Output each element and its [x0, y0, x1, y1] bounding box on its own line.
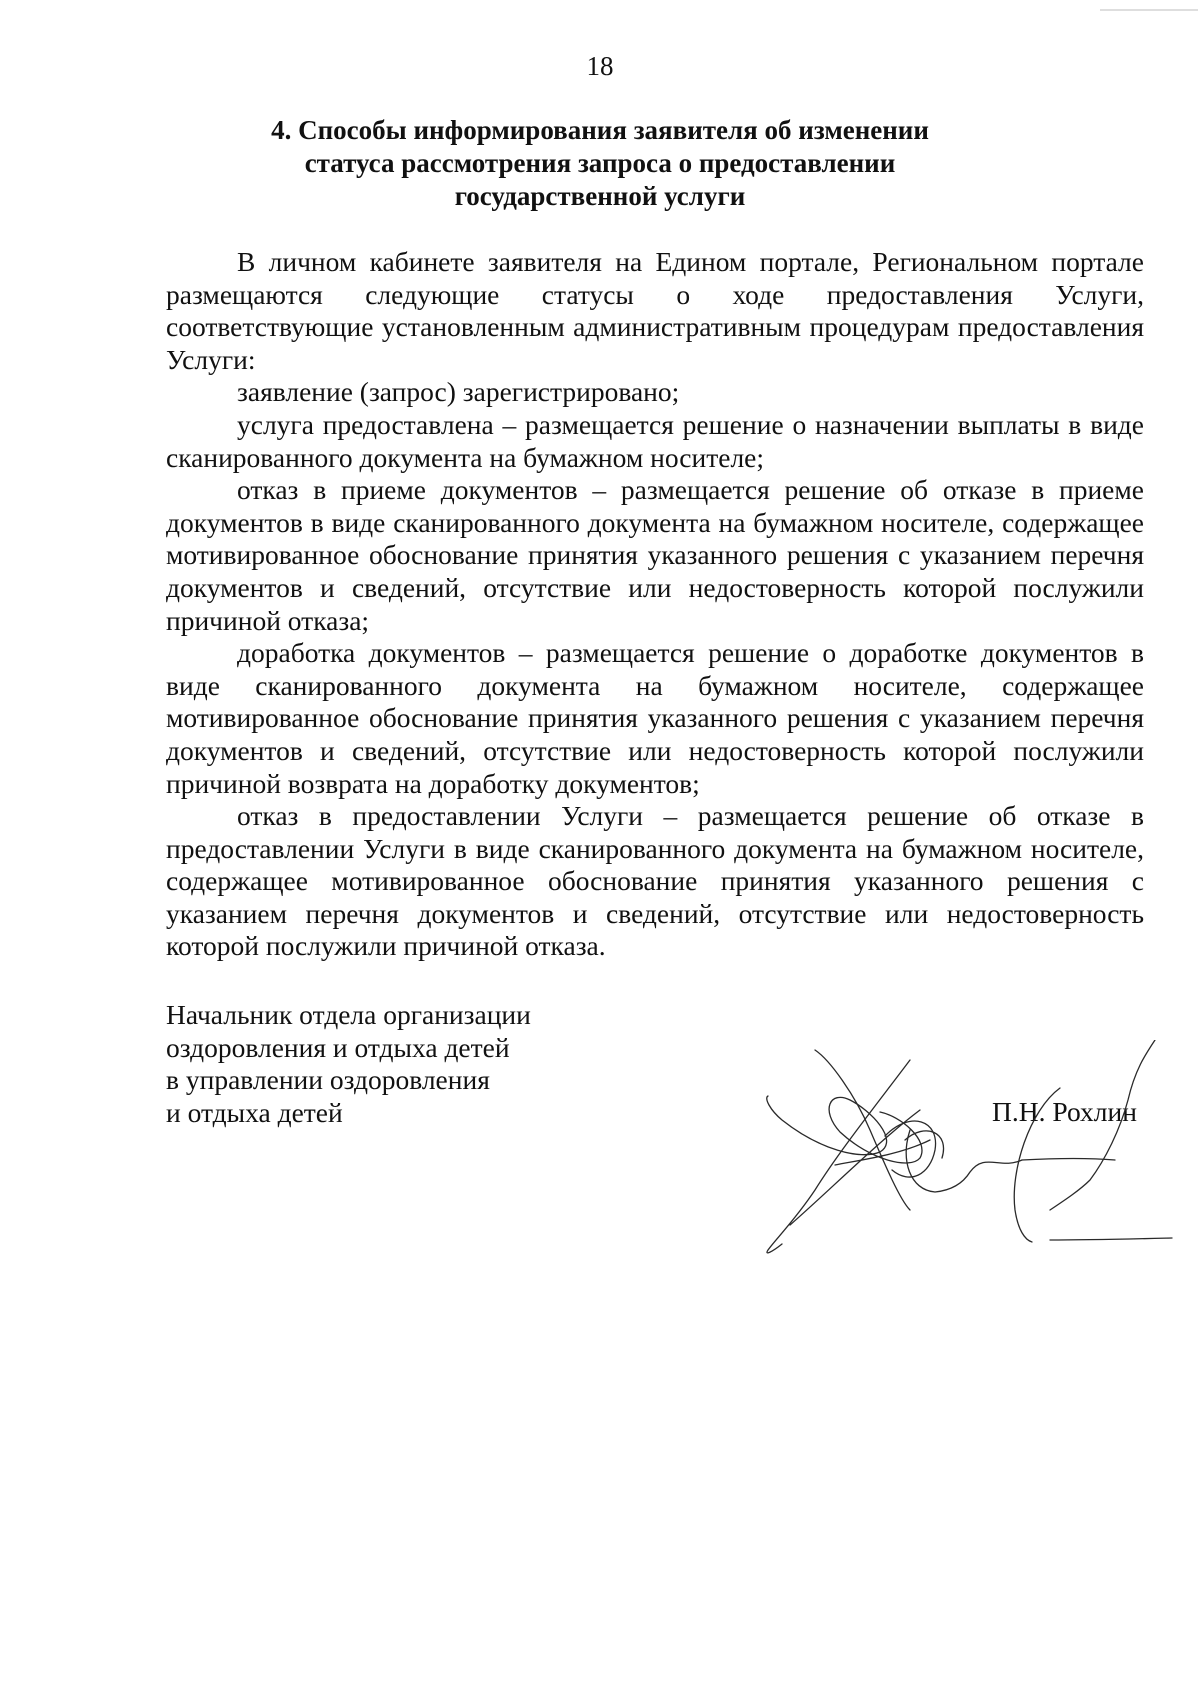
signatory-position: [166, 999, 531, 1129]
scan-edge-mark: [1090, 0, 1200, 4]
section-heading-line-2: статуса рассмотрения запроса о предоставлении: [304, 148, 896, 178]
page-number: 18: [586, 51, 614, 81]
section-heading: [240, 114, 960, 213]
paragraph-status-registered: заявление (запрос) зарегистрировано;: [237, 376, 680, 408]
signature-strokes: [767, 1040, 1172, 1253]
paragraph-status-refusal-acceptance: отказ в приеме документов – размещается решение об отказе в приеме документов в виде сканированного документа на бумажном носителе, содержащее мотивированное обоснование принятия указанного решения с указанием перечня документов и сведений, отсутствие или недостоверность которой послужили причиной отказа;: [166, 474, 1144, 636]
paragraph-intro: В личном кабинете заявителя на Едином портале, Региональном портале размещаются следующие статусы о ходе предоставления Услуги, соответствующие установленным административным процедурам предоставления Услуги:: [166, 246, 1144, 375]
paragraph-status-refusal-service: отказ в предоставлении Услуги – размещается решение об отказе в предоставлении Услуги в виде сканированного документа на бумажном носителе, содержащее мотивированное обоснование принятия указанного решения с указанием перечня документов и сведений, отсутствие или недостоверность которой послужили причиной отказа.: [166, 800, 1144, 962]
section-heading-line-1: 4. Способы информирования заявителя об изменении: [271, 115, 929, 145]
signatory-position-line-1: Начальник отдела организации: [166, 999, 531, 1030]
section-body: [166, 246, 1144, 963]
signatory-position-line-2: оздоровления и отдыха детей: [166, 1031, 510, 1063]
signatory-position-line-3: в управлении оздоровления: [166, 1064, 490, 1096]
paragraph-status-revision: доработка документов – размещается решение о доработке документов в виде сканированного документа на бумажном носителе, содержащее мотивированное обоснование принятия указанного решения с указанием перечня документов и сведений, отсутствие или недостоверность которой послужили причиной возврата на доработку документов;: [166, 637, 1144, 799]
paragraph-status-provided: услуга предоставлена – размещается решение о назначении выплаты в виде сканированного документа на бумажном носителе;: [166, 408, 1144, 473]
signatory-name: П.Н. Рохлин: [992, 1096, 1137, 1127]
signatory-position-line-4: и отдыха детей: [166, 1096, 343, 1128]
handwritten-signature: [760, 1040, 1180, 1280]
section-heading-line-3: государственной услуги: [454, 181, 746, 211]
